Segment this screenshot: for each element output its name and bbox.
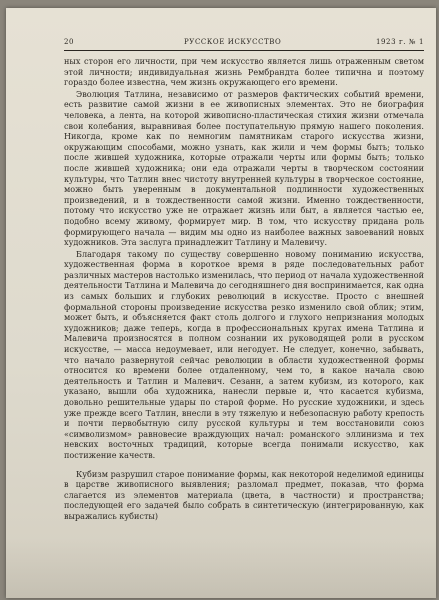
article-text	[64, 56, 424, 522]
header-rule	[64, 50, 424, 51]
running-head	[64, 38, 424, 50]
paragraph: ных сторон его личности, при чем искусство является лишь отраженным светом этой личности; индивидуальная жизнь Рембрандта более типична и поэтому гораздо более известна, чем жизнь окружающего его времени.	[64, 56, 424, 88]
magazine-page	[6, 8, 436, 598]
page-number: 20	[64, 38, 75, 46]
paragraph: Благодаря такому по существу совершенно новому пониманию искусства, художественная форма в короткое время в ряде последовательных работ различных мастеров настолько изменилась, что период от начала художественной деятельности Татлина и Малевича до сегодняшнего дня воспринимается, как одна из самых больших и глубоких революций в искусстве. Просто с внешней формальной стороны произведение искусства резко изменило свой облик; этим, может быть, и объясняется факт столь долгого и глухого непризнания молодых художников; даже теперь, когда в профессиональных кругах имена Татлина и Малевича произносятся в полном сознании их руководящей роли в русском искусстве, — масса недоумевает, или негодует. Не следует, конечно, забывать, что начало развернутой сейчас революции в области художественной формы относится ко времени более отдаленному, чем то, в какое начала свою деятельность и Татлин и Малевич. Сезанн, а затем кубизм, из которого, как указано, вышли оба художника, нанесли первые и, что касается кубизма, довольно решительные удары по старой форме. Но русские художники, и здесь уже прежде всего Татлин, внесли в эту тяжелую и небезопасную работу крепость и почти первобытную силу русской культуры и тем восстановили союз «символизмом» равновесие враждующих начал: романского эллинизма и тех невских восточных традиций, которые всегда понимали искусство, как постижение качеств.	[64, 248, 424, 460]
paragraph: Кубизм разрушил старое понимание формы, как некоторой неделимой единицы в царстве живописного выявления; разломал предмет, показав, что форма слагается из элементов материала (цвета, в частности) и пространства; последующей его задачей было собрать в синтетическую (интегрированную, как выражались кубисты)	[64, 468, 424, 521]
issue-label: 1923 г. № 1	[375, 38, 424, 46]
page-shadow	[6, 538, 436, 598]
paragraph: Эволюция Татлина, независимо от размеров фактических событий времени, есть развитие самой жизни в ее живописных элементах. Это не биография человека, а лента, на которой живописно-пластическая стихия жизни отмечала свои колебания, выравнивая более поступательную прямую нашего поколения. Никогда, кроме как по немногим памятникам старого искусства жизни, окружающим способами, можно узнать, как жили и чем формы быть; только после жившей художника, которые отражали черты или формы быть; только после жившей художника; они еда отражали черты в творческом состоянии культуры, что Татлин внес чистоту внутренней культуры в творческое состояние, можно быть уверенным в документальной подлинности художественных произведений, и в тождественности самой жизни. Именно тождественности, потому что искусство уже не отражает жизнь или быт, а является частью ее, подобно всему живому, формирует мир. В том, что искусству придана роль формирующего начала — видим мы одно из наиболее важных завоеваний новых художников. Эта заслуга принадлежит Татлину и Малевичу.	[64, 88, 424, 248]
magazine-title: РУССКОЕ ИСКУССТВО	[184, 38, 282, 46]
